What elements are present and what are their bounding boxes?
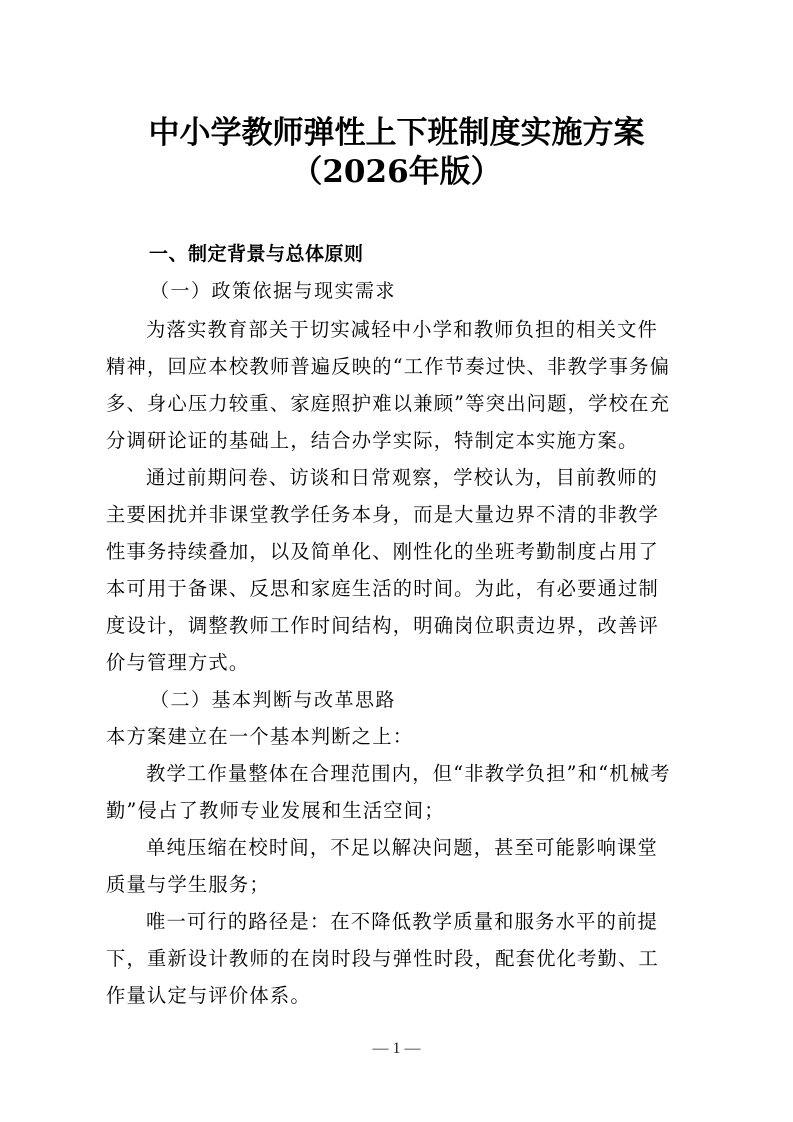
paragraph-line: 多、身心压力较重、家庭照护难以兼顾”等突出问题，学校在充	[106, 392, 671, 415]
subsection-heading: （二）基本判断与改革思路	[150, 689, 397, 711]
paragraph-line: 精神，回应本校教师普遍反映的“工作节奏过快、非教学事务偏	[106, 355, 671, 378]
paragraph-line: 性事务持续叠加，以及简单化、刚性化的坐班考勤制度占用了	[106, 540, 659, 563]
paragraph-line: 教学工作量整体在合理范围内，但“非教学负担”和“机械考	[146, 762, 671, 785]
paragraph-line: 分调研论证的基础上，结合办学实际，特制定本实施方案。	[106, 429, 639, 452]
paragraph-line: 为落实教育部关于切实减轻中小学和教师负担的相关文件	[146, 318, 659, 341]
paragraph-line: 质量与学生服务；	[106, 873, 270, 896]
section-heading: 一、制定背景与总体原则	[149, 243, 364, 265]
paragraph-line: 本可用于备课、反思和家庭生活的时间。为此，有必要通过制	[106, 577, 659, 600]
paragraph-line: 单纯压缩在校时间，不足以解决问题，甚至可能影响课堂	[146, 836, 659, 859]
document-title: 中小学教师弹性上下班制度实施方案	[148, 115, 645, 151]
paragraph-line: 勤”侵占了教师专业发展和生活空间；	[106, 799, 445, 822]
paragraph-line: 价与管理方式。	[106, 651, 250, 674]
paragraph-line: 唯一可行的路径是：在不降低教学质量和服务水平的前提	[146, 910, 659, 933]
paragraph-line: 下，重新设计教师的在岗时段与弹性时段，配套优化考勤、工	[106, 947, 659, 970]
paragraph-line: 通过前期问卷、访谈和日常观察，学校认为，目前教师的	[146, 466, 659, 489]
subsection-heading: （一）政策依据与现实需求	[150, 280, 397, 302]
page-number: — 1 —	[372, 1040, 421, 1057]
paragraph-line: 主要困扰并非课堂教学任务本身，而是大量边界不清的非教学	[106, 503, 659, 526]
paragraph-line: 本方案建立在一个基本判断之上：	[106, 725, 414, 748]
paragraph-line: 度设计，调整教师工作时间结构，明确岗位职责边界，改善评	[106, 614, 659, 637]
document-subtitle: （2026年版）	[291, 154, 502, 190]
paragraph-line: 作量认定与评价体系。	[106, 984, 311, 1007]
